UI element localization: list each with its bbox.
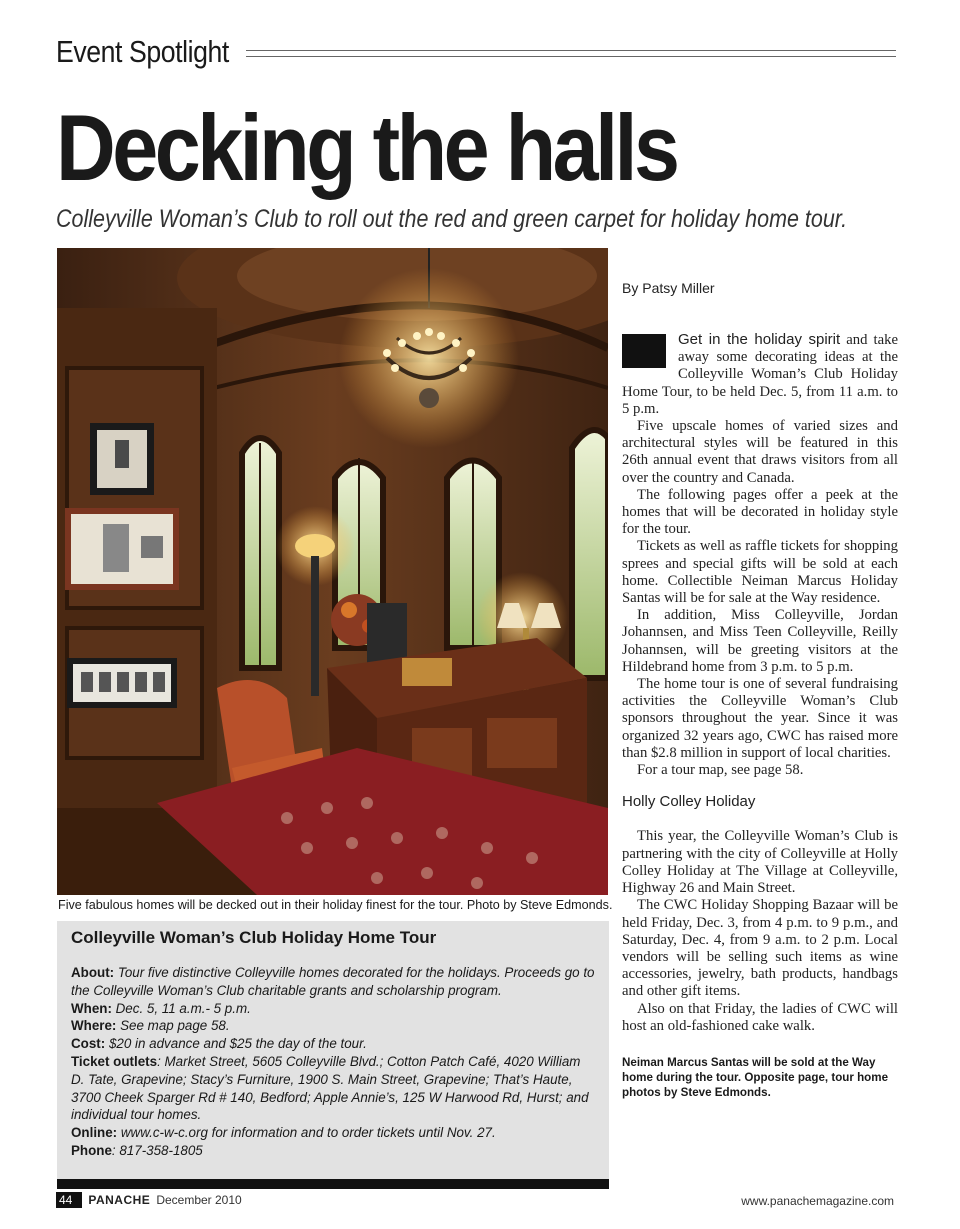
footer-folio: [56, 1192, 242, 1208]
study-room-illustration: [57, 248, 608, 895]
info-tickets: [71, 1053, 595, 1124]
article-subhead: Holly Colley Holiday: [622, 793, 756, 811]
side-caption: Neiman Marcus Santas will be sold at the Way home during the tour. Opposite page, tour home photos by Steve Edmonds.: [622, 1055, 889, 1099]
phone-label: Phone: [71, 1142, 112, 1158]
article-paragraph: This year, the Colleyville Woman’s Club is partnering with the city of Colleyville at Holly Colley Holiday at The Village at Colleyville, Highway 26 and Main Street.: [622, 828, 898, 897]
article-paragraph: For a tour map, see page 58.: [637, 762, 804, 779]
feature-photo: [57, 248, 608, 895]
info-cost: [71, 1035, 595, 1053]
section-label: Event Spotlight: [56, 34, 229, 69]
article-paragraph: Tickets as well as raffle tickets for shopping sprees and special gifts will be sold at each home. Collectible Neiman Marcus Holiday Santas will be for sale at the Way residence.: [622, 538, 898, 607]
where-label: Where:: [71, 1018, 117, 1034]
tickets-value: : Market Street, 5605 Colleyville Blvd.; Cotton Patch Café, 4020 William D. Tate, Grapevine; Stacy’s Furniture, 1900 S. Main Street, Grapevine; That’s Haute, 3700 Cheek Sparger Rd # 140, Bedford; Apple Annie’s, 125 W Harwood Rd, Hurst; and individual tour homes.: [71, 1053, 589, 1123]
phone-value: : 817-358-1805: [111, 1142, 203, 1158]
article-paragraph: Five upscale homes of varied sizes and architectural styles will be featured in this 26th annual event that draws visitors from all over the country and Canada.: [622, 418, 898, 486]
magazine-name: PANACHE: [88, 1193, 151, 1207]
cost-value: $20 in advance and $25 the day of the tour.: [108, 1036, 367, 1052]
tickets-label: Ticket outlets: [71, 1053, 158, 1069]
article-body: [622, 331, 898, 1035]
section-header: [56, 30, 896, 78]
online-label: Online:: [71, 1125, 118, 1141]
article-paragraph: The home tour is one of several fundraising activities the Colleyville Woman’s Club sponsors throughout the year. Since it was organized 32 years ago, CWC has raised more than $2.8 million in support of local charities.: [622, 676, 898, 761]
headline: Decking the halls: [56, 95, 677, 200]
event-info-box: [57, 921, 609, 1179]
info-online: [71, 1124, 595, 1142]
deck-subtitle: Colleyville Woman’s Club to roll out the red and green carpet for holiday home tour.: [56, 205, 848, 233]
where-value: See map page 58.: [120, 1018, 230, 1034]
lead-text: and take away some decorating ideas at the Colleyville Woman’s Club Holiday Home Tour, to be held Dec. 5, from 11 a.m. to 5 p.m.: [622, 332, 899, 417]
drop-cap-block: [622, 334, 666, 368]
article-paragraph: The following pages offer a peek at the homes that will be decorated in holiday style for the tour.: [622, 486, 898, 538]
issue-date: December 2010: [156, 1193, 242, 1207]
page-number: 44: [56, 1192, 82, 1208]
section-rule: [246, 50, 896, 57]
info-when: [71, 1000, 595, 1018]
article-paragraph: [622, 331, 898, 418]
article-column: [622, 280, 898, 1100]
info-box-bottom-bar: [57, 1179, 609, 1189]
lead-in: Get in the holiday spirit: [678, 331, 841, 348]
about-label: About:: [71, 965, 115, 980]
about-value: Tour five distinctive Colleyville homes decorated for the holidays. Proceeds go to the Colleyville Woman’s Club charitable grants and scholarship program.: [71, 965, 595, 998]
article-paragraph: In addition, Miss Colleyville, Jordan Johannsen, and Miss Teen Colleyville, Reilly Johannsen, will be greeting visitors at the Hildebrand home from 3 p.m. to 5 p.m.: [622, 607, 898, 675]
info-where: [71, 1017, 595, 1035]
info-box-title: Colleyville Woman’s Club Holiday Home Tour: [71, 928, 437, 947]
photo-caption: Five fabulous homes will be decked out in their holiday finest for the tour. Photo by Steve Edmonds.: [58, 898, 613, 912]
when-value: Dec. 5, 11 a.m.- 5 p.m.: [115, 1000, 251, 1016]
byline: By Patsy Miller: [622, 280, 715, 296]
cost-label: Cost:: [71, 1036, 106, 1052]
info-about: [71, 964, 595, 1000]
when-label: When:: [71, 1000, 112, 1016]
footer-url: www.panachemagazine.com: [741, 1194, 894, 1208]
article-paragraph: Also on that Friday, the ladies of CWC will host an old-fashioned cake walk.: [622, 1000, 898, 1034]
info-phone: [71, 1142, 595, 1160]
online-value: www.c-w-c.org for information and to order tickets until Nov. 27.: [120, 1125, 496, 1141]
article-paragraph: The CWC Holiday Shopping Bazaar will be held Friday, Dec. 3, from 4 p.m. to 9 p.m., and Saturday, Dec. 4, from 9 a.m. to 2 p.m. Local vendors will be selling such items as wine accessories, jewelry, bath products, handbags and other gift items.: [622, 897, 898, 1000]
